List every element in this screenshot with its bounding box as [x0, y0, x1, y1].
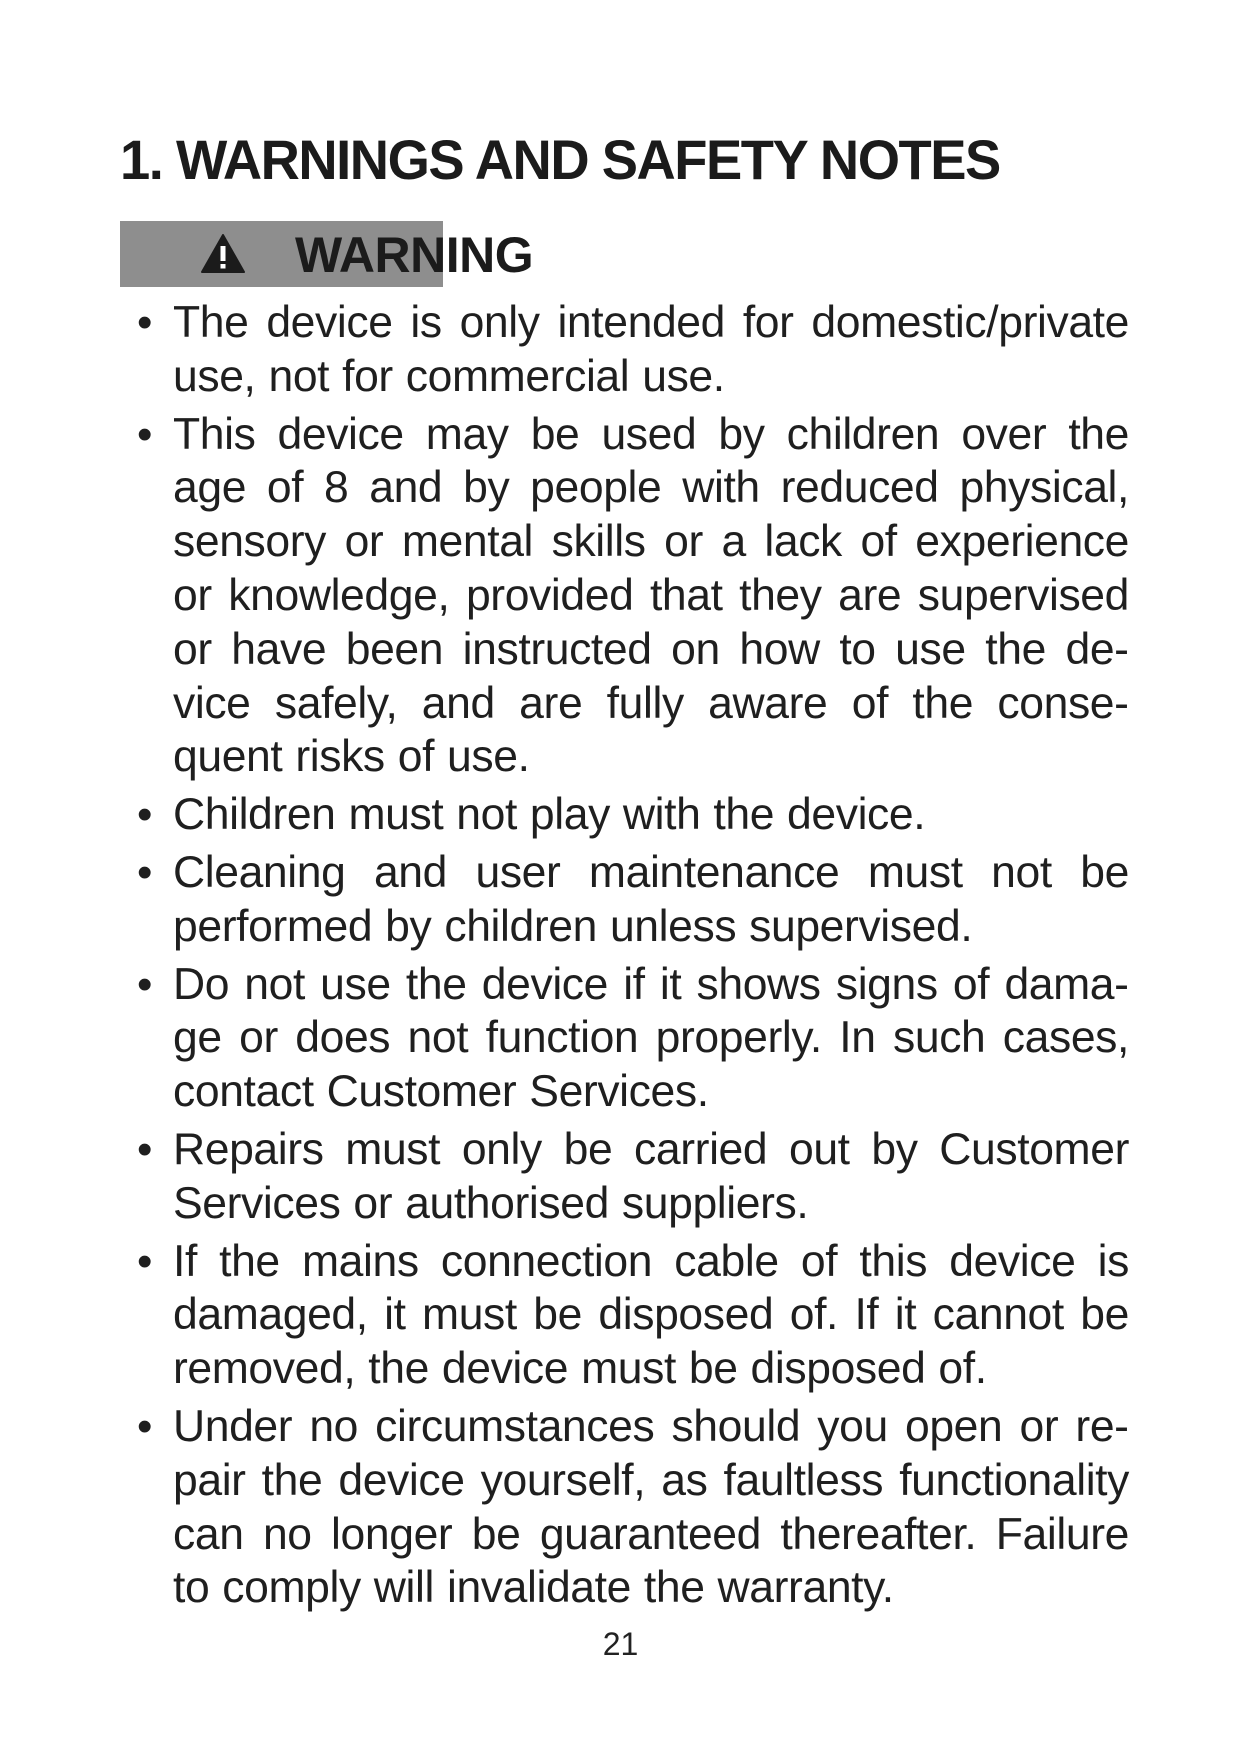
- list-item: [137, 408, 1129, 785]
- list-item-text: Do not use the device if it shows signs of damage or does not function properly. In such cases, contact Customer Services.: [173, 959, 1129, 1117]
- bullet: •: [137, 1124, 153, 1174]
- warning-triangle-icon: [200, 233, 246, 275]
- list-item-text: Children must not play with the device.: [173, 790, 926, 840]
- bullet: •: [137, 1401, 153, 1451]
- bullet: •: [137, 959, 153, 1009]
- bullet: •: [137, 790, 153, 840]
- list-item-text: Cleaning and user maintenance must not be performed by children unless supervised.: [173, 847, 1129, 951]
- list-item: [137, 1400, 1129, 1615]
- list-item-text: Repairs must only be carried out by Customer Services or authorised suppliers.: [173, 1124, 1129, 1228]
- bullet: •: [137, 298, 153, 347]
- bullet: •: [137, 1236, 153, 1286]
- list-item: [137, 1235, 1129, 1396]
- warning-header: [120, 221, 680, 287]
- list-item-text: This device may be used by children over the age of 8 and by people with reduced physical, sensory or mental skills or a lack of experience or knowledge, provided that they are supervised or have been instructed on how to use the device safely, and are fully aware of the consequent risks of use.: [173, 409, 1129, 782]
- list-item: [137, 958, 1129, 1119]
- warning-list: [137, 296, 1129, 1619]
- page-number: 21: [602, 1626, 639, 1662]
- list-item: [137, 846, 1129, 954]
- page-title: 1. WARNINGS AND SAFETY NOTES: [120, 128, 1000, 191]
- bullet: •: [137, 847, 153, 897]
- list-item-text: If the mains connection cable of this device is damaged, it must be disposed of. If it cannot be removed, the device must be disposed of.: [173, 1236, 1129, 1394]
- list-item: [137, 296, 1129, 404]
- bullet: •: [137, 409, 153, 459]
- list-item: [137, 1123, 1129, 1231]
- list-item: [137, 788, 1129, 842]
- warning-label: WARNING: [295, 227, 534, 283]
- list-item-text: The device is only intended for domestic/private use, not for commercial use.: [173, 298, 1129, 401]
- list-item-text: Under no circumstances should you open or repair the device yourself, as faultless functionality can no longer be guaranteed thereafter. Failure to comply will invalidate the warranty.: [173, 1401, 1129, 1613]
